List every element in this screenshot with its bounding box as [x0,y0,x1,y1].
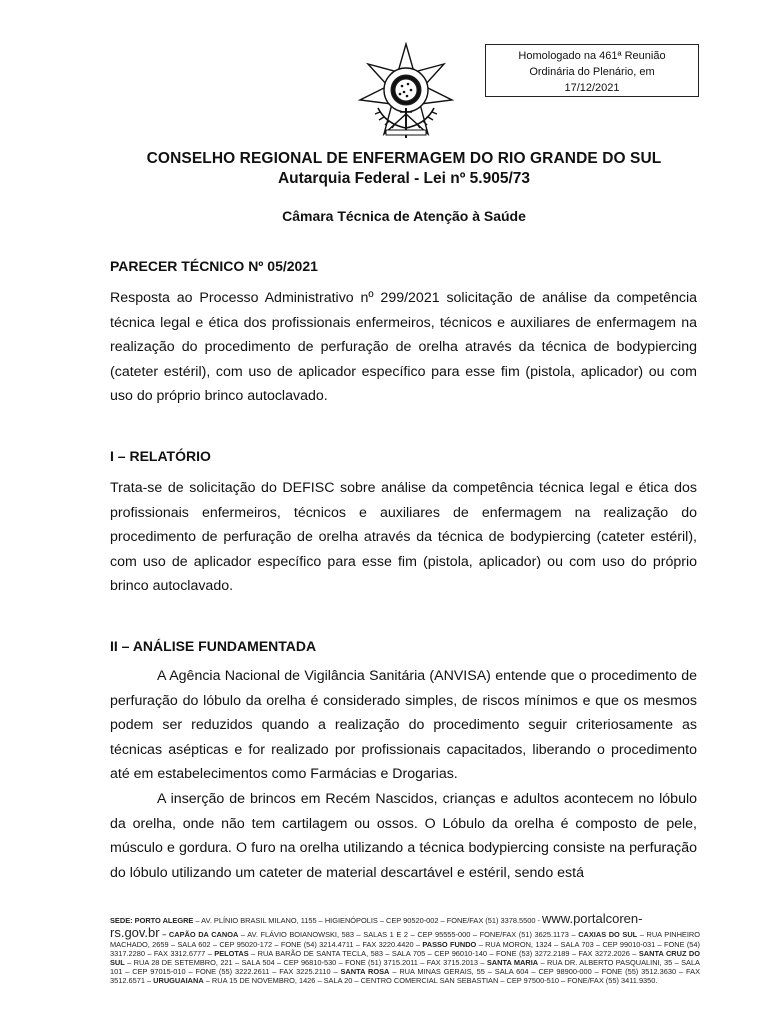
chamber-name: Câmara Técnica de Atenção à Saúde [282,208,526,224]
stamp-line: Ordinária do Plenário, em [529,66,655,78]
page-title: CONSELHO REGIONAL DE ENFERMAGEM DO RIO GRANDE DO SUL [146,150,662,167]
footer-city: CAXIAS DO SUL [578,930,638,939]
footer-city: SANTA CRUZ DO SUL [110,949,701,968]
footer-text: – RUA 28 DE SETEMBRO, 221 – SALA 504 – CEP 96810-530 – FONE (51) 3715.2011 – FAX 3715.2013 – [124,958,487,968]
footer-text: – AV. FLÁVIO BOIANOWSKI, 583 – SALAS 1 E 2 – CEP 95555-000 – FONE/FAX (51) 3625.1173 – [238,930,579,939]
relatorio-heading: I – RELATÓRIO [110,448,211,464]
parecer-text: Resposta ao Processo Administrativo nº 299/2021 solicitação de análise da competência técnica legal e ética dos profissionais enfermeiros, técnicos e auxiliares de enfermagem na realização do procedimento de perfuração de orelha através da técnica de bodypiercing (cateter estéril), com uso de aplicador específico para esse fim (pistola, aplicador) ou com uso do próprio brinco autoclavado. [110,290,697,405]
relatorio-text: Trata-se de solicitação do DEFISC sobre análise da competência técnica legal e ética dos profissionais enfermeiros, técnicos e auxiliares de enfermagem na realização do procedimento de perfuração de orelha através da técnica de bodypiercing (cateter estéril), com uso de aplicador específico para esse fim (pistola, aplicador) ou com uso do próprio brinco autoclavado. [110,480,697,595]
footer-city: PASSO FUNDO [422,940,477,949]
website-link[interactable]: www.portalcoren- [542,911,643,926]
footer-city: SANTA ROSA [340,967,390,977]
footer-text: – RUA PINHEIRO MACHADO, 2659 – SALA 602 – CEP 95020-172 – FONE (54) 3214.4711 – FAX 3220.4420 – [110,930,701,949]
stamp-line: 17/12/2021 [564,82,620,94]
footer-city: SANTA MARIA [486,958,539,968]
footer-sede-label: SEDE: PORTO ALEGRE [110,916,194,925]
analise-paragraph: A inserção de brincos em Recém Nascidos, crianças e adultos acontecem no lóbulo da orelha, onde não tem cartilagem ou ossos. O Lóbulo da orelha é composto de pele, músculo e gordura. O furo na orelha utilizando a técnica bodypiercing consiste na perfuração do lóbulo utilizando um cateter de material descartável e estéril, sendo está [110,791,697,881]
analise-heading: II – ANÁLISE FUNDAMENTADA [110,638,317,654]
footer-text: – RUA BARÃO DE SANTA TECLA, 583 – SALA 705 – CEP 96010-140 – FONE (53) 3272.2189 – FAX 3272.2026 – [248,949,639,959]
parecer-heading: PARECER TÉCNICO Nº 05/2021 [110,258,318,274]
stamp-line: Homologado na 461ª Reunião [518,50,666,62]
page-subtitle: Autarquia Federal - Lei nº 5.905/73 [277,170,531,187]
footer-text: – AV. PLÍNIO BRASIL MILANO, 1155 – HIGIENÓPOLIS – CEP 90520-002 – FONE/FAX (51) 3378.5500 - [193,916,543,925]
footer-city: PELOTAS [214,949,249,959]
homologation-stamp [485,44,699,97]
footer-text: – RUA 15 DE NOVEMBRO, 1426 – SALA 20 – CENTRO COMERCIAL SAN SEBASTIAN – CEP 97500-510 – FONE/FAX (55) 3411.9350. [203,976,658,986]
analise-paragraph: A Agência Nacional de Vigilância Sanitária (ANVISA) entende que o procedimento de perfuração do lóbulo da orelha é considerado simples, de riscos mínimos e que os mesmos podem ser reduzidos quando a realização do procedimento seguir criteriosamente as técnicas asépticas e for realizado por profissionais capacitados, liberando o procedimento até em estabelecimentos como Farmácias e Drogarias. [110,668,697,783]
address-footer [110,912,700,985]
footer-text: – RUA DR. ALBERTO PASQUALINI, 35 – SALA 101 – CEP 97015-010 – FONE (55) 3222.2611 – FAX 3225.2110 – [110,958,700,977]
footer-city: – CAPÃO DA CANOA [159,930,239,939]
footer-city: URUGUAIANA [153,976,204,986]
footer-text: – RUA MINAS GERAIS, 55 – SALA 604 – CEP 98900-000 – FONE (55) 3512.3630 – FAX 3512.6571 – [110,967,701,986]
brazil-coat-of-arms-icon [356,42,456,142]
footer-text: – RUA MORON, 1324 – SALA 703 – CEP 99010-031 – FONE (54) 3317.2280 – FAX 3312.6777 – [110,940,700,959]
website-link[interactable]: rs.gov.br [110,925,160,940]
